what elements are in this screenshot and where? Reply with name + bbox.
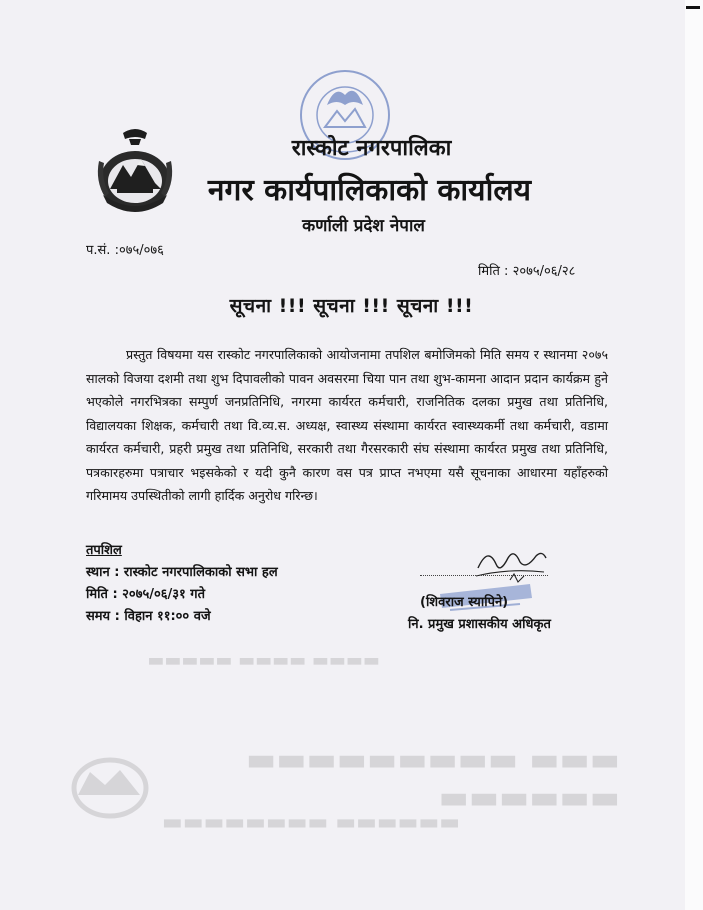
province-name: कर्णाली प्रदेश नेपाल [302, 216, 425, 236]
signature-line [420, 575, 548, 576]
bleed-through [60, 600, 660, 900]
scan-mark [686, 6, 700, 9]
issue-date: मिति : २०७५/०६/२८ [478, 264, 576, 279]
event-time: समय : विहान ११:०० वजे [86, 609, 211, 624]
signatory-title: नि. प्रमुख प्रशासकीय अधिकृत [408, 617, 551, 632]
signatory-name: (शिवराज स्यापिने) [420, 595, 509, 610]
event-date: मिति : २०७५/०६/३१ गते [86, 587, 205, 602]
ghost-line-2: ▬▬▬ ▬▬▬▬▬▬▬▬▬ ▬▬▬▬▬▬ [246, 740, 620, 816]
event-venue: स्थान : रास्कोट नगरपालिकाको सभा हल [86, 565, 278, 580]
ghost-line-3: ▬▬▬▬▬▬ ▬▬▬▬▬▬▬▬ [162, 810, 460, 835]
office-name: नगर कार्यपालिकाको कार्यालय [207, 173, 532, 208]
details-title: तपशिल [86, 543, 122, 558]
reference-number: प.सं. :०७५/०७६ [86, 243, 164, 258]
notice-heading: सूचना !!! सूचना !!! सूचना !!! [229, 295, 474, 317]
municipality-name: रास्कोट नगरपालिका [291, 136, 452, 161]
event-details [86, 540, 278, 628]
ghost-line-1: ▬▬▬▬ ▬▬▬▬ ▬▬▬▬▬ [147, 650, 380, 671]
notice-body: प्रस्तुत विषयमा यस रास्कोट नगरपालिकाको आयोजनामा तपशिल बमोजिमको मिति समय र स्थानमा २०७५ सालको विजया दशमी तथा शुभ दिपावलीको पावन अवसरमा चिया पान तथा शुभ-कामना आदान प्रदान कार्यक्रम हुने भएकोले नगरभित्रका सम्पुर्ण जनप्रतिनिधि, नगरमा कार्यरत कर्मचारी, राजनितिक दलका प्रमुख तथा प्रतिनिधि, विद्यालयका शिक्षक, कर्मचारी तथा वि.व्य.स. अध्यक्ष, स्वास्थ्य संस्थामा कार्यरत स्वास्थ्यकर्मी तथा कर्मचारी, वडामा कार्यरत कर्मचारी, प्रहरी प्रमुख तथा प्रतिनिधि, सरकारी तथा गैरसरकारी संघ संस्थामा कार्यरत प्रमुख तथा प्रतिनिधि, पत्रकारहरुमा पत्राचार भइसकेको र यदी कुनै कारण वस पत्र प्राप्त नभएमा यसै सूचनाका आधारमा यहाँहरुको गरिमामय उपस्थितीको लागी हार्दिक अनुरोध गरिन्छ। [86, 347, 608, 503]
